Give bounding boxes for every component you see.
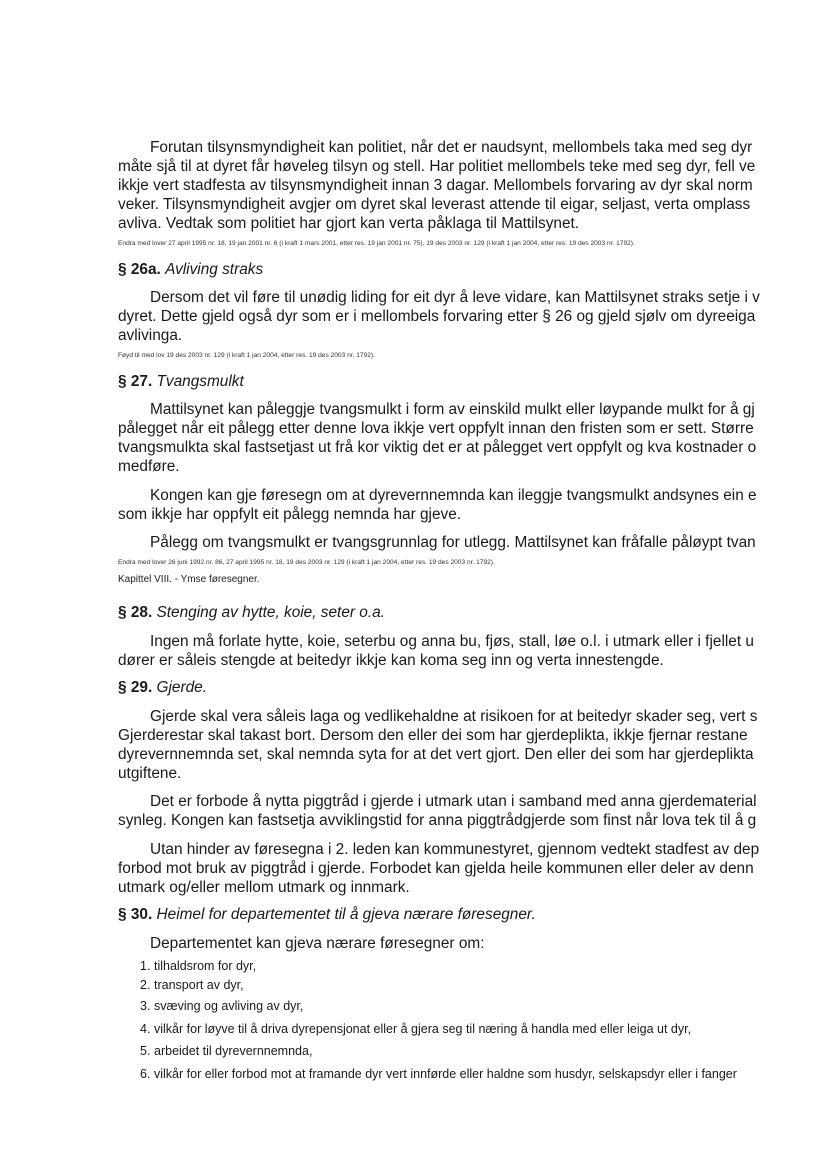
paragraph-line: Dersom det vil føre til unødig liding for eit dyr å leve vidare, kan Mattilsynet straks setje i v [150,289,760,306]
paragraph-line: ikkje vert stadfesta av tilsynsmyndigheit innan 3 dagar. Mellombels forvaring av dyr skal norm [118,177,753,194]
paragraph-line: Gjerde skal vera såleis laga og vedlikehaldne at risikoen for at beitedyr skader seg, vert s [150,708,758,725]
paragraph-line: avlivinga. [118,327,183,344]
paragraph-line: avliva. Vedtak som politiet har gjort kan verta påklaga til Mattilsynet. [118,215,580,232]
paragraph-line: måte sjå til at dyret får høveleg tilsyn og stell. Har politiet mellombels teke med seg dyr, fell ve [118,158,756,175]
list-text: svæving og avliving av dyr, [154,999,304,1013]
list-number: 4. [140,1022,151,1036]
section-title: Gjerde. [156,679,207,696]
paragraph-line: dyret. Dette gjeld også dyr som er i mellombels forvaring etter § 26 og gjeld sjølv om dyreeiga [118,308,756,325]
section-heading-30 [118,905,536,924]
list-item [140,998,303,1014]
list-number: 5. [140,1044,151,1058]
paragraph-line: forbod mot bruk av piggtråd i gjerde. Forbodet kan gjelda heile kommunen eller deler av denn [118,860,754,877]
list-text: tilhaldsrom for dyr, [154,959,257,973]
paragraph-line: Pålegg om tvangsmulkt er tvangsgrunnlag for utlegg. Mattilsynet kan fråfalle påløypt tvan [150,534,756,551]
amendment-note: Endra med lover 26 juni 1992 nr. 86, 27 april 1995 nr. 18, 19 des 2003 nr. 129 (i kraft 1 jan 2004, etter res. 19 des 2003 nr. 1792). [118,559,495,566]
section-number: § 29. [118,679,153,696]
paragraph-line: dyrevernnemnda set, skal nemnda syta for at det vert gjort. Den eller dei som har gjerdeplikta [118,746,754,763]
section-title: Avliving straks [165,261,264,278]
list-number: 6. [140,1067,151,1081]
section-number: § 27. [118,373,153,390]
paragraph-line: Utan hinder av føresegna i 2. leden kan kommunestyret, gjennom vedtekt stadfest av dep [150,841,760,858]
section-number: § 28. [118,604,153,621]
paragraph-line: veker. Tilsynsmyndigheit avgjer om dyret skal leverast attende til eigar, seljast, verta omplass [118,196,751,213]
list-text: vilkår for eller forbod mot at framande dyr vert innførde eller haldne som husdyr, selskapsdyr eller i fanger [154,1067,737,1081]
paragraph-line: Mattilsynet kan påleggje tvangsmulkt i form av einskild mulkt eller løypande mulkt for å gj [150,401,755,418]
list-text: arbeidet til dyrevernnemnda, [154,1044,313,1058]
paragraph-line: Det er forbode å nytta piggtråd i gjerde i utmark utan i samband med anna gjerdematerial [150,793,757,810]
list-item [140,958,256,974]
section-title: Heimel for departementet til å gjeva nærare føresegner. [156,906,536,923]
paragraph-line: som ikkje har oppfylt eit pålegg nemnda har gjeve. [118,506,462,523]
paragraph-line: Kongen kan gje føresegn om at dyrevernnemnda kan ileggje tvangsmulkt andsynes ein e [150,487,757,504]
paragraph-line: synleg. Kongen kan fastsetja avviklingstid for anna piggtrådgjerde som finst når lova tek til å g [118,812,757,829]
list-item [140,1043,312,1059]
section-title: Tvangsmulkt [156,373,244,390]
amendment-note: Endra med lover 27 april 1995 nr. 18, 19 jan 2001 nr. 6 (i kraft 1 mars 2001, etter res. 19 jan 2001 nr. 75), 19 des 2003 nr. 129 (i kraft 1 jan 2004, etter res. 19 des 2003 nr. 1792). [118,240,635,247]
paragraph-line: Ingen må forlate hytte, koie, seterbu og anna bu, fjøs, stall, løe o.l. i utmark eller i fjellet u [150,633,754,650]
list-text: transport av dyr, [154,978,244,992]
list-item [140,977,244,993]
paragraph-line: utmark og/eller mellom utmark og innmark. [118,879,410,896]
section-heading-26a [118,260,263,279]
amendment-note: Føyd til med lov 19 des 2003 nr. 129 (i kraft 1 jan 2004, etter res. 19 des 2003 nr. 1792). [118,352,375,359]
paragraph-line: medføre. [118,458,180,475]
paragraph-line: Departementet kan gjeva nærare føresegner om: [150,935,485,952]
section-number: § 26a. [118,261,161,278]
list-item [140,1066,737,1082]
paragraph-line: utgiftene. [118,765,182,782]
list-text: vilkår for løyve til å driva dyrepensjonat eller å gjera seg til næring å handla med eller leiga ut dyr, [154,1022,692,1036]
list-number: 1. [140,959,151,973]
list-number: 2. [140,978,151,992]
paragraph-line: tvangsmulkta skal fastsetjast ut frå kor viktig det er at pålegget vert oppfylt og kva kostnader o [118,439,757,456]
paragraph-line: Forutan tilsynsmyndigheit kan politiet, når det er naudsynt, mellombels taka med seg dyr [150,139,753,156]
list-item [140,1021,691,1037]
paragraph-line: pålegget når eit pålegg etter denne lova ikkje vert oppfylt innan den fristen som er sett. Større [118,420,754,437]
section-heading-28 [118,603,385,622]
list-number: 3. [140,999,151,1013]
section-number: § 30. [118,906,153,923]
section-heading-27 [118,372,244,391]
section-title: Stenging av hytte, koie, seter o.a. [156,604,385,621]
chapter-heading: Kapittel VIII. - Ymse føresegner. [118,574,260,585]
section-heading-29 [118,678,207,697]
paragraph-line: dører er såleis stengde at beitedyr ikkje kan koma seg inn og verta innestengde. [118,652,664,669]
paragraph-line: Gjerderestar skal takast bort. Dersom den eller dei som har gjerdeplikta, ikkje fjernar restane [118,727,748,744]
